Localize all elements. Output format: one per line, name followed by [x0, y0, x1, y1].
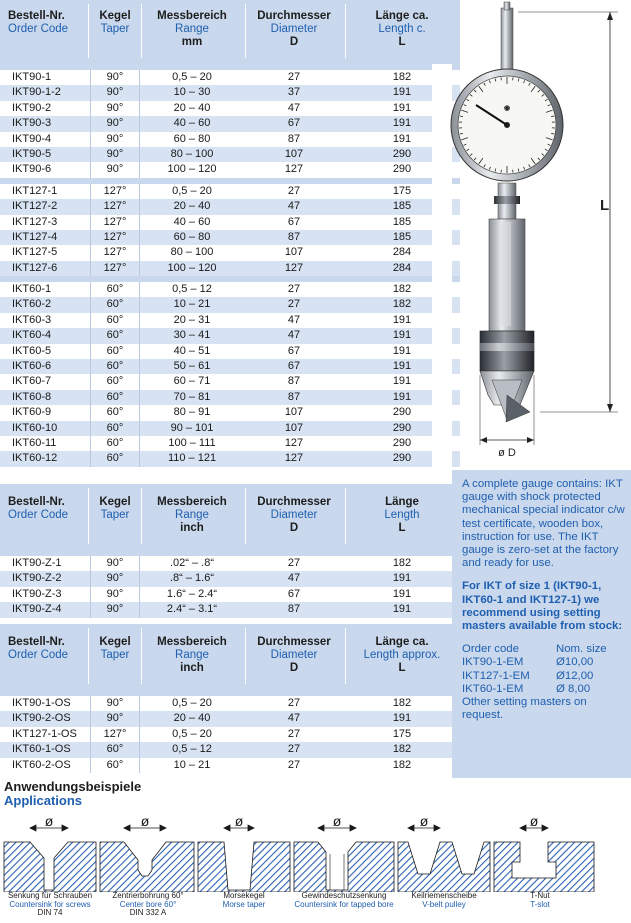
table-cell: 2.4“ – 3.1“: [166, 603, 218, 616]
col-order-code: Bestell-Nr. Order Code: [8, 636, 69, 661]
table-row: [0, 282, 460, 297]
table-cell: 27: [287, 283, 301, 296]
table-cell: IKT60-8: [12, 390, 52, 403]
table-cell: 0,5 – 12: [172, 283, 212, 296]
table-cell: 191: [392, 86, 412, 99]
table-cell: 290: [392, 406, 412, 419]
table-cell: 191: [392, 603, 412, 616]
table-cell: 182: [392, 298, 412, 311]
phi-icon: ø: [332, 813, 342, 829]
col-taper: Kegel Taper: [99, 496, 131, 521]
table-row: [0, 313, 460, 328]
table-cell: 90°: [90, 101, 140, 116]
table-cell: 60 – 71: [173, 375, 211, 388]
table-row: [0, 556, 460, 571]
table-cell: 127°: [90, 261, 140, 276]
table-cell: .02“ – .8“: [169, 557, 215, 569]
table-cell: IKT60-5: [12, 344, 52, 357]
table-cell: 27: [287, 298, 301, 311]
table-body: [0, 690, 460, 773]
table-cell: 20 – 40: [173, 712, 211, 725]
table-cell: 47: [287, 572, 301, 585]
table-cell: 191: [392, 132, 412, 145]
col-range: Messbereich Range inch: [157, 636, 227, 674]
table-cell: 27: [287, 184, 301, 197]
table-cell: 60°: [90, 421, 140, 436]
table-cell: 290: [392, 147, 412, 160]
table-cell: IKT60-2-OS: [12, 758, 71, 771]
table-cell: 191: [392, 344, 412, 357]
table-cell: IKT60-1-OS: [12, 743, 71, 756]
table-cell: 60°: [90, 374, 140, 389]
table-cell: 107: [284, 406, 304, 419]
table-cell: 60°: [90, 328, 140, 343]
table-cell: 182: [392, 71, 412, 83]
dial-tick: [460, 133, 463, 134]
gauge-stem: [501, 8, 513, 70]
table-cell: 191: [392, 313, 412, 326]
table-cell: 27: [287, 743, 301, 756]
table-cell: 80 – 100: [170, 147, 214, 160]
phi-icon: ø: [234, 813, 244, 829]
table-cell: 284: [392, 261, 412, 274]
col-diameter: Durchmesser Diameter D: [257, 496, 331, 534]
table-cell: 67: [287, 215, 301, 228]
table-cell: .8“ – 1.6“: [169, 572, 215, 585]
table-cell: 60°: [90, 405, 140, 420]
table-row: [0, 215, 460, 230]
phi-icon: ø: [419, 813, 429, 829]
table-cell: 0,5 – 12: [172, 743, 212, 756]
table-cell: 70 – 81: [173, 390, 211, 403]
table-row: [0, 344, 460, 359]
app-center-bore: [100, 842, 194, 892]
length-label: L: [600, 197, 610, 214]
table-cell: IKT90-2-OS: [12, 712, 71, 725]
table-cell: IKT127-6: [12, 261, 58, 274]
table-cell: IKT90-Z-1: [12, 557, 62, 569]
table-cell: 47: [287, 200, 301, 213]
phi-icon: ø: [44, 813, 54, 829]
table-cell: 20 – 40: [173, 101, 211, 114]
table-cell: IKT90-5: [12, 147, 52, 160]
col-taper: Kegel Taper: [99, 636, 131, 661]
table-cell: 67: [287, 344, 301, 357]
table-cell: 182: [392, 557, 412, 569]
table-cell: 10 – 21: [173, 298, 211, 311]
table-cell: IKT90-Z-4: [12, 603, 62, 616]
applications-illustration: [0, 808, 631, 892]
table-row: [0, 261, 460, 276]
table-cell: 191: [392, 587, 412, 600]
table-cell: 90°: [90, 147, 140, 162]
table-cell: IKT90-2: [12, 101, 52, 114]
table-cell: 90°: [90, 116, 140, 131]
table-cell: IKT90-4: [12, 132, 52, 145]
table-row: [0, 602, 460, 617]
table-cell: 185: [392, 230, 412, 243]
table-cell: 191: [392, 360, 412, 373]
table-cell: IKT127-1: [12, 184, 58, 197]
table-cell: IKT127-3: [12, 215, 58, 228]
table-cell: 20 – 40: [173, 200, 211, 213]
table-cell: 191: [392, 572, 412, 585]
table-row: [0, 390, 460, 405]
table-cell: 27: [287, 758, 301, 771]
table-cell: 87: [287, 375, 301, 388]
table-inch: [0, 484, 460, 618]
table-cell: 100 – 120: [167, 163, 217, 176]
table-cell: 90°: [90, 696, 140, 711]
table-cell: IKT60-10: [12, 421, 58, 434]
dial-tick: [551, 116, 554, 117]
table-row: [0, 451, 460, 466]
table-row: [0, 436, 460, 451]
table-cell: 27: [287, 697, 301, 709]
table-cell: 60°: [90, 436, 140, 451]
table-row: [0, 421, 460, 436]
table-cell: 47: [287, 101, 301, 114]
table-mm: [0, 0, 460, 467]
table-cell: 10 – 21: [173, 758, 211, 771]
table-cell: 100 – 120: [167, 261, 217, 274]
ikt-gauge-illustration: [440, 0, 631, 470]
table-cell: 67: [287, 587, 301, 600]
table-cell: 185: [392, 200, 412, 213]
table-cell: 127°: [90, 215, 140, 230]
table-cell: 87: [287, 390, 301, 403]
table-row: [0, 405, 460, 420]
table-cell: 60°: [90, 390, 140, 405]
table-cell: 191: [392, 375, 412, 388]
table-cell: 47: [287, 329, 301, 342]
col-order-code: Bestell-Nr. Order Code: [8, 496, 69, 521]
table-cell: IKT60-4: [12, 329, 52, 342]
table-cell: 67: [287, 117, 301, 130]
table-cell: IKT90-1-2: [12, 86, 61, 99]
app-morse-taper: [198, 842, 290, 892]
table-cell: 0,5 – 20: [172, 71, 212, 83]
table-row: [0, 199, 460, 214]
table-cell: 191: [392, 117, 412, 130]
code-item: IKT127-1-EM: [462, 669, 530, 682]
row-group: [0, 178, 460, 276]
table-row: [0, 70, 460, 85]
table-cell: 67: [287, 360, 301, 373]
table-row: [0, 297, 460, 312]
table-cell: IKT127-4: [12, 230, 58, 243]
table-cell: 182: [392, 758, 412, 771]
table-header: [0, 624, 460, 690]
table-cell: 182: [392, 283, 412, 296]
table-row: [0, 696, 460, 711]
table-cell: 107: [284, 246, 304, 259]
info-recommend: For IKT of size 1 (IKT90-1, IKT60-1 and IKT127-1) we recommend using setting masters available from stock:: [462, 580, 623, 633]
table-cell: 182: [392, 697, 412, 709]
app-caption-countersink: Senkung für Schrauben Countersink for screws DIN 74: [7, 891, 93, 918]
table-cell: 90°: [90, 132, 140, 147]
table-row: [0, 184, 460, 199]
table-cell: 80 – 100: [170, 246, 214, 259]
row-group: [0, 690, 460, 773]
row-group: [0, 64, 460, 178]
table-cell: 127: [284, 452, 304, 465]
table-cell: IKT90-6: [12, 163, 52, 176]
table-row: [0, 162, 460, 177]
code-size: Ø12,00: [556, 669, 594, 682]
table-cell: 0,5 – 20: [172, 184, 212, 197]
table-header: [0, 0, 460, 64]
table-cell: 107: [284, 147, 304, 160]
table-cell: 60 – 80: [173, 230, 211, 243]
table-cell: 40 – 51: [173, 344, 211, 357]
table-cell: IKT60-2: [12, 298, 52, 311]
table-cell: 110 – 121: [167, 452, 217, 465]
table-cell: 175: [392, 727, 412, 740]
code-size: Ø10,00: [556, 656, 594, 669]
table-row: [0, 328, 460, 343]
code-item: IKT60-1-EM: [462, 682, 524, 695]
table-cell: IKT60-9: [12, 406, 52, 419]
table-cell: 127°: [90, 184, 140, 199]
table-cell: 127°: [90, 727, 140, 742]
info-box: [452, 470, 631, 778]
table-cell: 90 – 101: [170, 421, 214, 434]
table-cell: 60°: [90, 313, 140, 328]
table-cell: 127: [284, 163, 304, 176]
table-cell: 60 – 80: [173, 132, 211, 145]
col-order-code: Bestell-Nr. Order Code: [8, 10, 69, 35]
table-cell: 90°: [90, 70, 140, 85]
table-cell: 127: [284, 436, 304, 449]
table-cell: 182: [392, 743, 412, 756]
table-body: [0, 64, 460, 467]
table-cell: 80 – 91: [173, 406, 211, 419]
table-row: [0, 742, 460, 757]
table-cell: 90°: [90, 85, 140, 100]
table-cell: 284: [392, 246, 412, 259]
table-cell: IKT90-1: [12, 71, 52, 83]
table-cell: 90°: [90, 556, 140, 571]
table-cell: 90°: [90, 587, 140, 602]
table-cell: 60°: [90, 297, 140, 312]
table-cell: 27: [287, 71, 301, 83]
diameter-label: ø D: [498, 447, 516, 459]
table-row: [0, 245, 460, 260]
table-cell: 290: [392, 452, 412, 465]
table-cell: IKT60-7: [12, 375, 52, 388]
table-header: [0, 484, 460, 550]
table-cell: 90°: [90, 571, 140, 586]
table-cell: 60°: [90, 742, 140, 757]
table-cell: 27: [287, 727, 301, 740]
table-row: [0, 374, 460, 389]
col-length: Länge ca. Length approx. L: [363, 636, 441, 674]
table-cell: 60°: [90, 344, 140, 359]
table-cell: IKT127-2: [12, 200, 58, 213]
table-cell: IKT90-Z-3: [12, 587, 62, 600]
table-cell: 175: [392, 184, 412, 197]
app-caption-t-slot: T-Nut T-slot: [530, 891, 550, 909]
table-cell: 87: [287, 603, 301, 616]
col-range: Messbereich Range inch: [157, 496, 227, 534]
table-cell: 100 – 111: [168, 436, 216, 449]
row-group: [0, 550, 460, 618]
applications-title: Anwendungsbeispiele Applications: [4, 779, 142, 808]
table-cell: 10 – 30: [173, 86, 211, 99]
col-length: Länge ca. Length c. L: [375, 10, 429, 48]
table-body: [0, 550, 460, 618]
app-caption-tapped-bore: Gewindeschutzsenkung Countersink for tapped bore: [294, 891, 394, 909]
row-group: [0, 276, 460, 467]
table-cell: 127°: [90, 199, 140, 214]
table-cell: 20 – 31: [173, 313, 211, 326]
table-row: [0, 116, 460, 131]
table-row: [0, 758, 460, 773]
table-cell: 90°: [90, 711, 140, 726]
table-cell: 60°: [90, 282, 140, 297]
table-cell: IKT127-1-OS: [12, 727, 77, 740]
col-taper: Kegel Taper: [99, 10, 131, 35]
table-cell: 60°: [90, 451, 140, 466]
table-cell: 47: [287, 712, 301, 725]
codes-header-code: Order code: [462, 643, 519, 656]
table-cell: IKT90-1-OS: [12, 697, 71, 709]
table-cell: 90°: [90, 602, 140, 617]
setting-master-list: [462, 643, 625, 696]
table-cell: 60°: [90, 758, 140, 773]
table-cell: 127: [284, 261, 304, 274]
table-cell: 127°: [90, 230, 140, 245]
table-cell: 107: [284, 421, 304, 434]
table-cell: 0,5 – 20: [172, 697, 212, 709]
table-cell: 290: [392, 163, 412, 176]
table-row: [0, 147, 460, 162]
table-cell: IKT90-3: [12, 117, 52, 130]
table-row: [0, 711, 460, 726]
table-cell: 0,5 – 20: [172, 727, 212, 740]
table-row: [0, 132, 460, 147]
table-cell: 47: [287, 313, 301, 326]
table-row: [0, 727, 460, 742]
table-row: [0, 359, 460, 374]
col-length: Länge Length L: [384, 496, 420, 534]
app-vbelt-pulley: [398, 842, 490, 892]
table-cell: 87: [287, 230, 301, 243]
code-item: IKT90-1-EM: [462, 656, 524, 669]
table-row: [0, 85, 460, 100]
table-cell: 90°: [90, 162, 140, 177]
col-diameter: Durchmesser Diameter D: [257, 636, 331, 674]
table-cell: 40 – 60: [173, 117, 211, 130]
table-cell: IKT127-5: [12, 246, 58, 259]
code-size: Ø 8,00: [556, 682, 591, 695]
table-cell: IKT60-11: [12, 436, 57, 449]
phi-icon: ø: [140, 813, 150, 829]
dial-tick: [460, 116, 463, 117]
table-cell: IKT60-12: [12, 452, 58, 465]
phi-icon: ø: [529, 813, 539, 829]
app-caption-morse-taper: Morsekegel Morse taper: [222, 891, 266, 909]
table-cell: 191: [392, 390, 412, 403]
app-caption-vbelt: Keilriemenscheibe V-belt pulley: [411, 891, 477, 909]
table-cell: IKT60-6: [12, 360, 52, 373]
app-caption-center-bore: Zentrierbohrung 60° Center bore 60° DIN 332 A: [112, 891, 184, 918]
table-cell: 87: [287, 132, 301, 145]
table-cell: 27: [287, 557, 301, 569]
table-row: [0, 230, 460, 245]
codes-header-size: Nom. size: [556, 643, 607, 656]
col-range: Messbereich Range mm: [157, 10, 227, 48]
table-cell: 50 – 61: [173, 360, 211, 373]
table-cell: 1.6“ – 2.4“: [166, 587, 218, 600]
app-countersink: [4, 842, 96, 892]
table-row: [0, 571, 460, 586]
dial-tick: [551, 133, 554, 134]
table-cell: IKT60-1: [12, 283, 52, 296]
table-cell: 191: [392, 329, 412, 342]
table-cell: IKT60-3: [12, 313, 52, 326]
table-cell: 60°: [90, 359, 140, 374]
info-intro: A complete gauge contains: IKT gauge with shock protected mechanical special indicator c/w test certificate, wooden box, instruction for use. The IKT gauge is zero-set at the factory and ready for use.: [462, 478, 625, 570]
table-os: [0, 624, 460, 773]
app-t-slot: [494, 842, 594, 892]
table-cell: 127°: [90, 245, 140, 260]
table-cell: 191: [392, 101, 412, 114]
table-cell: IKT90-Z-2: [12, 572, 62, 585]
table-cell: 191: [392, 712, 412, 725]
table-row: [0, 101, 460, 116]
table-cell: 37: [287, 86, 301, 99]
table-cell: 290: [392, 421, 412, 434]
dial-brand: ◉: [503, 105, 511, 112]
table-row: [0, 587, 460, 602]
table-cell: 30 – 41: [173, 329, 211, 342]
table-cell: 185: [392, 215, 412, 228]
table-cell: 290: [392, 436, 412, 449]
table-cell: 40 – 60: [173, 215, 211, 228]
col-diameter: Durchmesser Diameter D: [257, 10, 331, 48]
info-outro: Other setting masters on request.: [462, 696, 587, 722]
